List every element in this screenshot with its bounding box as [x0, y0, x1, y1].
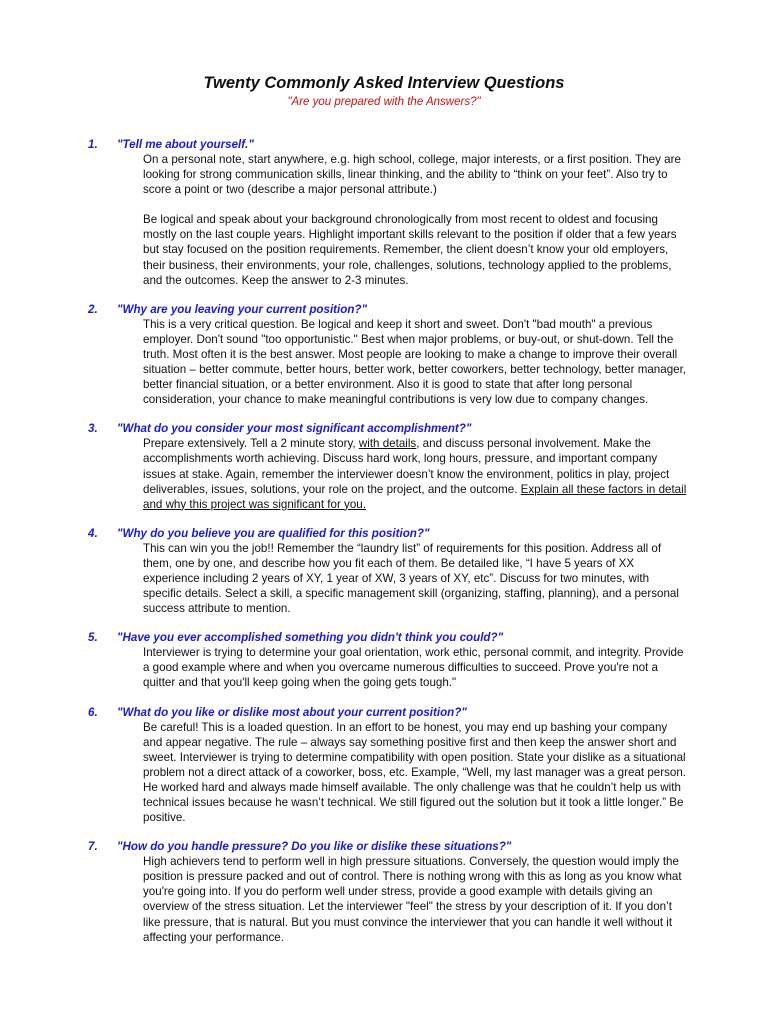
question-item-6 [88, 705, 688, 826]
answer-paragraph: High achievers tend to perform well in high pressure situations. Conversely, the question would imply the position is pressure packed and out of control. There is nothing wrong with this as long as you know what you're going into. If you do perform well under stress, provide a good example with details giving an overview of the stress situation. Let the interviewer "feel" the stress by your description of it. If you don’t like pressure, that is natural. But you must convince the interviewer that you can handle it well without it affecting your performance. [143, 855, 682, 944]
answer-body [143, 720, 688, 826]
question-text: "Tell me about yourself." [117, 138, 254, 151]
question-heading [88, 302, 688, 317]
answer-body [143, 854, 688, 945]
document-subtitle: "Are you prepared with the Answers?" [287, 96, 481, 108]
question-number: 4. [88, 526, 98, 540]
question-text: "What do you like or dislike most about your current position?" [117, 705, 467, 719]
answer-paragraph: This is a very critical question. Be logical and keep it short and sweet. Don't "bad mouth" a previous employer. Don't sound "too opportunistic." Best when major problems, or buy-out, or shut-down. Tell the truth. Most often it is the best answer. Most people are looking to make a change to improve their overall situation – better commute, better hours, better work, better coworkers, better technology, better manager, better financial situation, or a better environment. Also it is good to state that after long personal consideration, your chance to make meaningful contributions is very low due to company changes. [143, 317, 687, 407]
answer-paragraph [143, 436, 688, 511]
answer-body [143, 152, 688, 288]
question-item-4 [88, 526, 688, 616]
underlined-emphasis: with details [358, 437, 417, 451]
question-text: "Why do you believe you are qualified for this position?" [117, 526, 430, 540]
question-number: 2. [88, 302, 98, 316]
answer-body [143, 645, 688, 690]
question-heading [88, 137, 688, 152]
answer-body [143, 541, 688, 616]
answer-text-segment: Prepare extensively. Tell a 2 minute story, [143, 437, 359, 451]
question-heading [88, 839, 688, 854]
question-item-5 [88, 630, 688, 690]
answer-text-segment: , and discuss personal involvement. Make the accomplishments worth achieving. Discuss hard work, long hours, pressure, and important company issues at stake. Again, remember the interviewer doesn’t know the environment, politics in play, project deliverables, issues, solutions, your role on the project, and the outcome. [143, 437, 670, 496]
question-heading [88, 630, 688, 645]
question-number: 5. [88, 631, 98, 645]
question-number: 6. [88, 705, 98, 719]
answer-body [143, 436, 688, 511]
question-item-2 [88, 302, 688, 408]
answer-paragraph: Be logical and speak about your background chronologically from most recent to oldest and focusing mostly on the last couple years. Highlight important skills relevant to the position if older that a few years but stay focused on the position requirements. Remember, the client doesn’t know your old employers, their business, their environments, your role, challenges, solutions, technology applied to the problems, and the outcomes. Keep the answer to 2-3 minutes. [143, 213, 677, 287]
answer-paragraph: On a personal note, start anywhere, e.g. high school, college, major interests, or a first position. They are looking for strong communication skills, linear thinking, and the ability to “think on your feet”. Also try to score a point or two (describe a major personal attribute.) [143, 153, 681, 197]
question-number: 3. [88, 422, 98, 436]
question-text: "What do you consider your most significant accomplishment?" [117, 422, 472, 436]
question-list [88, 137, 688, 959]
answer-paragraph: This can win you the job!! Remember the “laundry list” of requirements for this position. Address all of them, one by one, and describe how you fit each of them. Be detailed like, “I have 5 years of XX experience including 2 years of XY, 1 year of XW, 3 years of XY, etc”. Discuss for two minutes, with specific details. Select a skill, a specific management skill (organizing, staffing, planning), and a personal success attribute to mention. [143, 541, 679, 616]
question-text: "Have you ever accomplished something you didn't think you could?" [117, 631, 504, 645]
question-text: "Why are you leaving your current position?" [117, 302, 367, 316]
question-item-3 [88, 421, 688, 511]
underlined-emphasis: Explain all these factors in detail and why this project was significant for you. [143, 482, 687, 511]
question-item-1 [88, 137, 688, 288]
question-text: "How do you handle pressure? Do you like or dislike these situations?" [117, 840, 512, 854]
answer-body [143, 317, 688, 408]
answer-paragraph: Interviewer is trying to determine your goal orientation, work ethic, personal commit, and integrity. Provide a good example where and when you overcame numerous difficulties to succeed. Prove you're not a quitter and that you'll keep going when the going gets tough." [143, 646, 684, 690]
document-title: Twenty Commonly Asked Interview Questions [203, 74, 565, 92]
question-number: 1. [88, 138, 98, 151]
question-heading [88, 421, 688, 436]
question-heading [88, 705, 688, 720]
answer-paragraph: Be careful! This is a loaded question. In an effort to be honest, you may end up bashing your company and appear negative. The rule – always say something positive first and then keep the answer short and sweet. Interviewer is trying to determine compatibility with open position. State your dislike as a situational problem not a direct attack of a coworker, boss, etc. Example, “Well, my last manager was a great person. He worked hard and always made himself available. The only challenge was that he couldn’t help us with technical issues because he wasn’t technical. We still figured out the solution but it took a little longer.” Be positive. [143, 720, 686, 825]
question-item-7 [88, 839, 688, 945]
question-heading [88, 526, 688, 541]
question-number: 7. [88, 840, 98, 854]
